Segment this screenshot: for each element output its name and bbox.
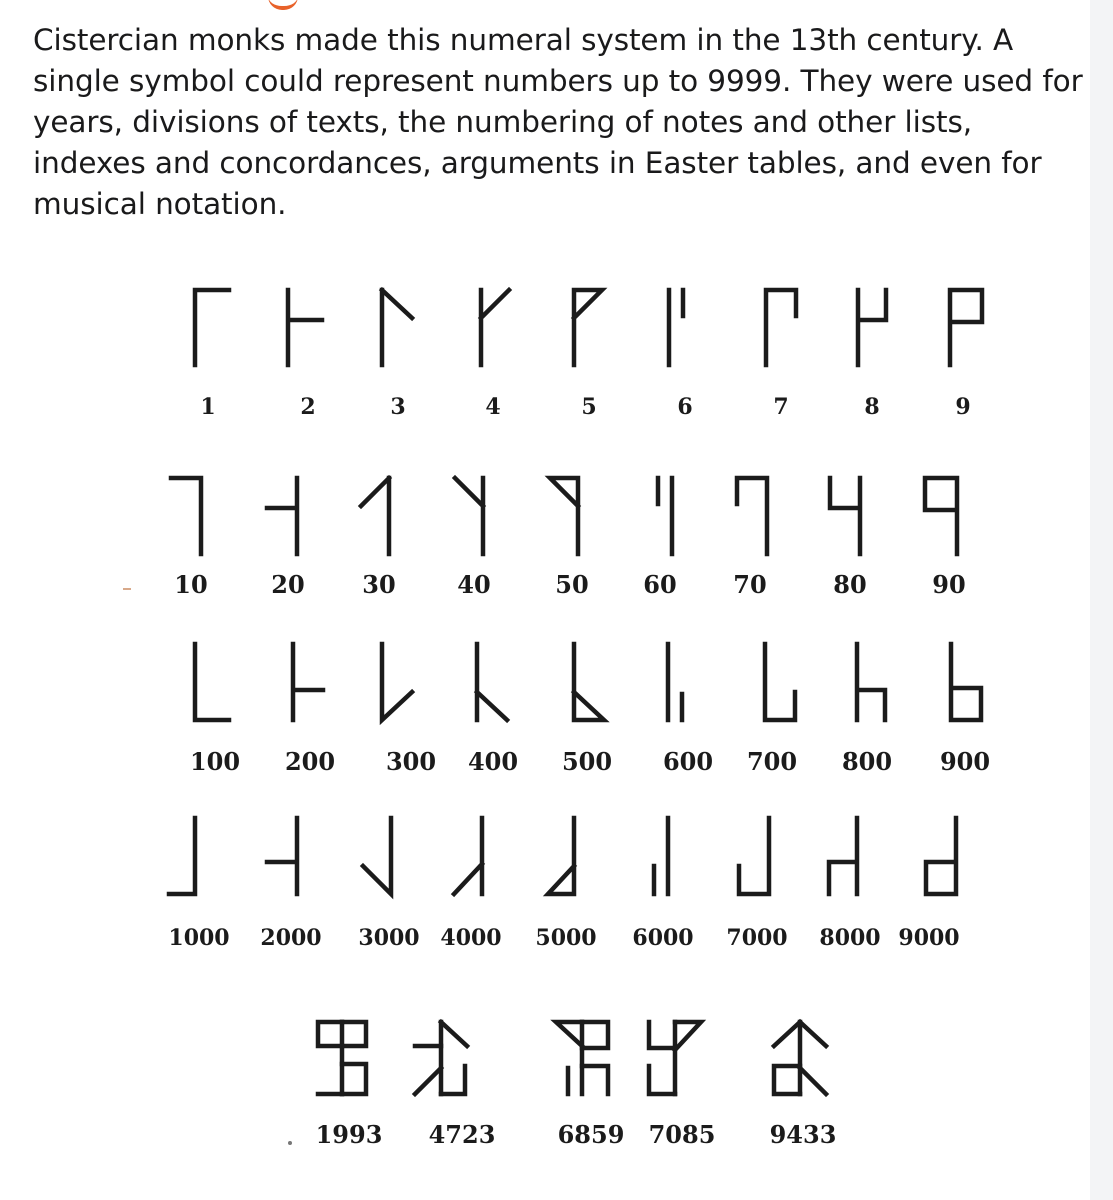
glyph-7085 [649, 1022, 701, 1094]
label-20: 20 [271, 570, 305, 599]
glyph-500 [574, 644, 604, 720]
glyph-40 [455, 478, 483, 554]
label-8: 8 [864, 394, 880, 420]
label-2000: 2000 [260, 925, 322, 951]
glyph-10 [171, 478, 201, 554]
label-300: 300 [385, 747, 437, 776]
label-600: 600 [662, 747, 714, 776]
label-6: 6 [677, 394, 693, 420]
glyph-8 [858, 290, 886, 365]
label-700: 700 [746, 747, 798, 776]
label-50: 50 [555, 570, 589, 599]
label-800: 800 [841, 747, 893, 776]
label-60: 60 [643, 570, 677, 599]
glyph-1993 [318, 1022, 366, 1094]
glyph-9433 [774, 1022, 826, 1094]
glyph-6859 [556, 1022, 608, 1094]
glyph-examples-row [318, 1022, 826, 1094]
glyph-1000 [169, 818, 195, 894]
post-caption: Cistercian monks made this numeral system in the 13th century. A single symbol could represent numbers up to 9999. They were used for years, divisions of texts, the numbering of notes and other lists, indexes and concordances, arguments in Easter tables, and even for musical notation. [33, 23, 1083, 221]
glyph-1 [195, 290, 229, 365]
glyph-2000 [267, 818, 297, 894]
page-margin [1090, 0, 1113, 1200]
glyph-3 [382, 290, 412, 365]
glyph-2 [288, 290, 322, 365]
glyph-5 [574, 290, 602, 365]
glyph-6000 [654, 818, 668, 894]
glyph-300 [382, 644, 412, 720]
label-500: 500 [561, 747, 613, 776]
glyph-9 [950, 290, 982, 365]
label-200: 200 [284, 747, 336, 776]
numeral-glyphs [117, 232, 1047, 1200]
label-6859: 6859 [557, 1120, 625, 1149]
glyph-units-row [195, 290, 982, 365]
glyph-5000 [548, 818, 574, 894]
label-1: 1 [200, 394, 216, 420]
glyph-4000 [454, 818, 482, 894]
glyph-200 [293, 644, 323, 720]
glyph-800 [857, 644, 885, 720]
label-1000: 1000 [168, 925, 230, 951]
glyph-8000 [829, 818, 857, 894]
label-9433: 9433 [769, 1120, 837, 1149]
glyph-hundreds-row [195, 644, 981, 720]
label-100: 100 [189, 747, 241, 776]
label-4000: 4000 [440, 925, 502, 951]
orange-arc-decoration [268, 0, 298, 10]
glyph-9000 [926, 818, 956, 894]
glyph-100 [195, 644, 229, 720]
label-4723: 4723 [428, 1120, 496, 1149]
label-9: 9 [955, 394, 971, 420]
label-7085: 7085 [648, 1120, 716, 1149]
glyph-3000 [363, 818, 391, 894]
label-10: 10 [174, 570, 208, 599]
label-40: 40 [457, 570, 491, 599]
label-2: 2 [300, 394, 316, 420]
label-80: 80 [833, 570, 867, 599]
glyph-70 [737, 478, 767, 554]
glyph-tens-row [171, 478, 957, 554]
label-3: 3 [390, 394, 406, 420]
glyph-6 [669, 290, 683, 365]
label-8000: 8000 [819, 925, 881, 951]
label-5000: 5000 [535, 925, 597, 951]
glyph-50 [550, 478, 578, 554]
glyph-7000 [739, 818, 769, 894]
label-7000: 7000 [726, 925, 788, 951]
glyph-90 [925, 478, 957, 554]
glyph-900 [951, 644, 981, 720]
glyph-thousands-row [169, 818, 956, 894]
label-1993: 1993 [315, 1120, 383, 1149]
label-7: 7 [773, 394, 789, 420]
glyph-80 [830, 478, 860, 554]
glyph-4723 [415, 1022, 467, 1094]
label-6000: 6000 [632, 925, 694, 951]
glyph-7 [766, 290, 796, 365]
label-900: 900 [939, 747, 991, 776]
label-30: 30 [362, 570, 396, 599]
label-3000: 3000 [358, 925, 420, 951]
label-4: 4 [485, 394, 501, 420]
label-400: 400 [467, 747, 519, 776]
glyph-400 [477, 644, 507, 720]
label-70: 70 [733, 570, 767, 599]
cistercian-numerals-figure [117, 232, 1047, 1200]
glyph-60 [658, 478, 672, 554]
glyph-20 [267, 478, 297, 554]
label-5: 5 [581, 394, 597, 420]
glyph-700 [765, 644, 795, 720]
glyph-30 [361, 478, 389, 554]
label-9000: 9000 [898, 925, 960, 951]
glyph-600 [668, 644, 682, 720]
label-90: 90 [932, 570, 966, 599]
glyph-4 [481, 290, 509, 365]
